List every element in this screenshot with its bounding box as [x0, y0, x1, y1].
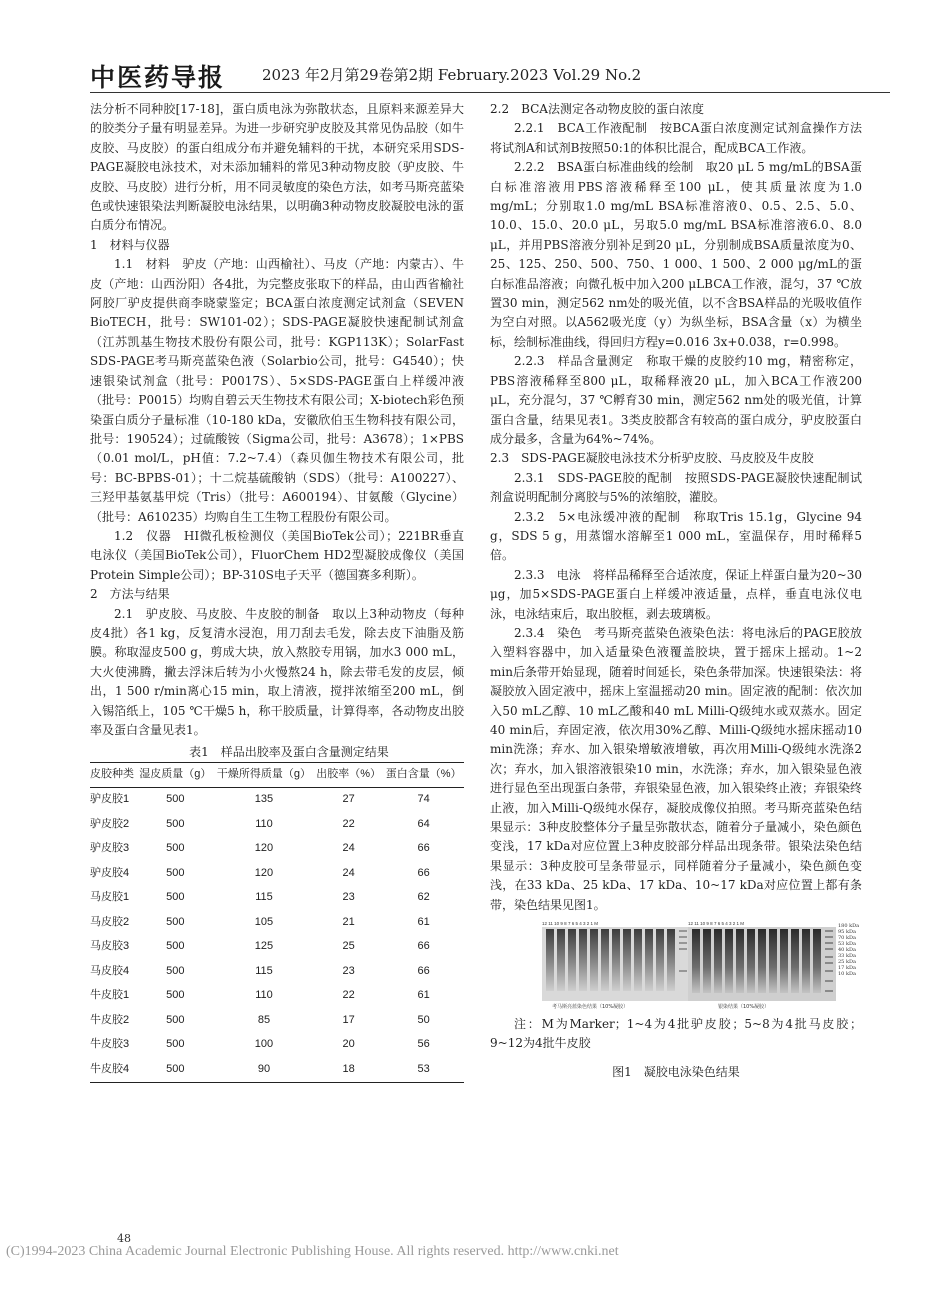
table-cell: 牛皮胶3: [90, 1038, 130, 1051]
intro-paragraph: 法分析不同种胶[17-18]，蛋白质电泳为弥散状态，且原料来源差异大的胶类分子量有明显差异。为进一步研究驴皮胶及其常见伪品胶（如牛皮胶、马皮胶）的蛋白组成分布并避免辅料的干扰，本研究采用SDS-PAGE凝胶电泳技术，对未添加辅料的常见3种动物皮胶（驴皮胶、牛皮胶、马皮胶）进行分析，用不同灵敏度的染色方法，如考马斯亮蓝染色或快速银染法判断凝胶电泳结果，以明确3种动物皮胶凝胶电泳的蛋白质分布情况。: [90, 102, 464, 233]
materials-paragraph: 1.1 材料 驴皮（产地：山西榆社）、马皮（产地：内蒙古）、牛皮（产地：山西汾阳）各4批，为完整皮张取下的样品，由山西省榆社阿胶厂驴皮提供商李晓蒙鉴定；BCA蛋白浓度测定试剂盒（SEVEN BioTECH，批号：SW101-02）；SDS-PAGE凝胶快速配制试剂盒（江苏凯基生物技术股份有限公司，批号：KGP113K）；SolarFast SDS-PAGE考马斯亮蓝染色液（Solarbio公司，批号：G4540）；快速银染试剂盒（批号：P0017S）、5×SDS-PAGE蛋白上样缓冲液（批号：P0015）均购自碧云天生物技术有限公司；X-biotech彩色预染蛋白质分子量标准（10-180 kDa，安徽欣伯玉生物科技有限公司，批号：190524）；过硫酸铵（Sigma公司，批号：A3678）；1×PBS（0.01 mol/L，pH值：7.2~7.4）（森贝伽生物技术有限公司，批号：BC-BPBS-01）；十二烷基硫酸钠（SDS）（批号：A100227）、三羟甲基氨基甲烷（Tris）（批号：A600194）、甘氨酸（Glycine）（批号：A610235）均购自生工生物工程股份有限公司。: [90, 257, 464, 524]
table-cell: 27: [342, 793, 355, 806]
table-cell: 21: [342, 915, 355, 928]
table-cell: 120: [254, 842, 274, 855]
table-cell: 驴皮胶3: [90, 842, 130, 855]
table-header-cell: 干燥所得质量（g）: [216, 768, 312, 781]
instruments-paragraph: 1.2 仪器 HI微孔板检测仪（美国BioTek公司）；221BR垂直电泳仪（美国BioTek公司），FluorChem HD2型凝胶成像仪（美国Protein Simple公司）；BP-310S电子天平（德国赛多利斯）。: [90, 528, 464, 582]
table-cell: 66: [417, 940, 430, 953]
table-cell: 500: [166, 940, 185, 953]
table-1: [90, 742, 464, 1082]
table-header-cell: 湿皮质量（g）: [139, 768, 212, 781]
bca-reagent-paragraph: 2.2.1 BCA工作液配制 按BCA蛋白浓度测定试剂盒操作方法将试剂A和试剂B按照50:1的体积比混合，配成BCA工作液。: [490, 121, 862, 155]
table-cell: 马皮胶2: [90, 915, 130, 928]
table-row: [90, 1008, 464, 1033]
section-2-heading: 2 方法与结果: [90, 587, 170, 602]
page-number: 48: [117, 1232, 131, 1245]
table-header-cell: 蛋白含量（%）: [385, 768, 462, 781]
marker-label: 17 kDa: [838, 965, 856, 972]
table-cell: 500: [166, 793, 185, 806]
gel-a-caption: 考马斯亮蓝染色结果（10%凝胶）: [552, 1004, 629, 1010]
table-cell: 17: [342, 1013, 355, 1026]
table-cell: 20: [342, 1038, 355, 1051]
left-column: [90, 100, 464, 1083]
table-cell: 500: [166, 1062, 185, 1075]
table-cell: 500: [166, 866, 185, 879]
table-cell: 驴皮胶1: [90, 793, 130, 806]
staining-paragraph: 2.3.4 染色 考马斯亮蓝染色液染色法：将电泳后的PAGE胶放入塑料容器中，加入适量染色液覆盖胶块，置于摇床上摇动。1~2 min后条带开始显现，随着时间延长，染色条带加深。快速银染法：将凝胶放入固定液中，摇床上室温摇动20 min。固定液的配制：依次加入50 mL乙醇、10 mL乙酸和40 mL Milli-Q级纯水或双蒸水。固定40 min后，弃固定液，依次用30%乙醇、Milli-Q级纯水摇床摇动10 min洗涤；弃水、加入银染增敏液增敏，再次用Milli-Q级纯水洗涤2次；弃水，加入银溶液银染10 min，水洗涤；弃水，加入银染显色液进行显色至出现蛋白条带，弃银染显色液，加入银染终止液；弃银染终止液，加入Milli-Q级纯水保存，凝胶成像仪拍照。考马斯亮蓝染色结果显示：3种皮胶整体分子量呈弥散状态，随着分子量减小，染色颜色变浅，17 kDa对应位置上3种皮胶部分样品出现条带。银染法染色结果显示：3种皮胶可呈条带显示，同样随着分子量减小，染色颜色变浅，在33 kDa、25 kDa、17 kDa、10~17 kDa对应位置上都有条带，染色结果见图1。: [490, 625, 863, 912]
marker-label: 95 kDa: [838, 929, 856, 936]
table-cell: 64: [417, 817, 430, 830]
table-cell: 牛皮胶4: [90, 1062, 130, 1075]
table-cell: 牛皮胶1: [90, 989, 130, 1002]
table-cell: 74: [417, 793, 430, 806]
marker-label: 33 kDa: [838, 953, 856, 960]
silver-gel-image: [688, 921, 836, 1009]
table-cell: 90: [257, 1062, 271, 1075]
coomassie-gel-image: [542, 921, 690, 1009]
table-cell: 23: [342, 964, 355, 977]
table-row: [90, 910, 464, 935]
table-row: [90, 1033, 464, 1058]
table-cell: 66: [417, 964, 430, 977]
marker-labels: [838, 923, 859, 977]
table-cell: 61: [417, 915, 430, 928]
right-column: [490, 100, 862, 1082]
table-cell: 500: [166, 915, 185, 928]
section-2-3-heading: 2.3 SDS-PAGE凝胶电泳技术分析驴皮胶、马皮胶及牛皮胶: [490, 451, 814, 466]
table-row: [90, 959, 464, 984]
table-cell: 500: [166, 842, 185, 855]
journal-logo: 中医药导报: [90, 63, 226, 92]
table-cell: 22: [342, 817, 355, 830]
table-cell: 115: [255, 964, 273, 977]
table-cell: 24: [342, 842, 355, 855]
table-cell: 53: [417, 1062, 430, 1075]
table-cell: 50: [417, 1013, 430, 1026]
table-cell: 125: [254, 940, 274, 953]
electrophoresis-paragraph: 2.3.3 电泳 将样品稀释至合适浓度，保证上样蛋白量为20~30 μg，加5×SDS-PAGE蛋白上样缓冲液适量，点样，垂直电泳仪电泳，电泳结束后，取出胶框，剥去玻璃板。: [490, 567, 862, 621]
table-cell: 500: [166, 989, 185, 1002]
table-cell: 62: [417, 891, 430, 904]
table-row: [90, 886, 464, 911]
table-cell: 500: [166, 964, 185, 977]
marker-label: 25 kDa: [838, 959, 856, 966]
table-header-cell: 皮胶种类: [90, 768, 134, 781]
preparation-paragraph: 2.1 驴皮胶、马皮胶、牛皮胶的制备 取以上3种动物皮（每种皮4批）各1 kg，反复清水浸泡，用刀刮去毛发，除去皮下油脂及筋膜。称取湿皮500 g，剪成大块，放入熬胶专用锅，加水3 000 mL，大火使沸腾，撇去浮沫后转为小火慢熬24 h，除去带毛发的皮层，倾出，1 500 r/min离心15 min，取上清液，搅拌浓缩至200 mL，倒入锡箔纸上，105 ℃干燥5 h，称干胶质量，计算得率，各动物皮出胶率及蛋白含量见表1。: [90, 606, 464, 737]
table-header-cell: 出胶率（%）: [316, 768, 382, 781]
table-cell: 500: [166, 1013, 185, 1026]
table-cell: 驴皮胶4: [90, 866, 130, 879]
table-cell: 马皮胶1: [90, 891, 130, 904]
marker-label: 10 kDa: [838, 971, 856, 978]
copyright-watermark: (C)1994-2023 China Academic Journal Electronic Publishing House. All rights reserved. http://www.cnki.net: [6, 1244, 619, 1259]
table-cell: 23: [342, 891, 355, 904]
table-cell: 110: [255, 817, 273, 830]
table-cell: 22: [342, 989, 355, 1002]
table-cell: 110: [255, 989, 273, 1002]
table-cell: 25: [342, 940, 355, 953]
table-row: [90, 787, 464, 812]
table-cell: 66: [417, 842, 430, 855]
figure-caption: 图1 凝胶电泳染色结果: [612, 1065, 740, 1080]
table-cell: 500: [166, 817, 185, 830]
table-row: [90, 812, 464, 837]
table-row: [90, 984, 464, 1009]
marker-label: 70 kDa: [838, 935, 856, 942]
figure-1: [490, 921, 862, 1015]
table-caption: 表1 样品出胶率及蛋白含量测定结果: [189, 745, 389, 760]
section-2-2-heading: 2.2 BCA法测定各动物皮胶的蛋白浓度: [490, 102, 704, 116]
table-cell: 85: [257, 1013, 271, 1026]
table-cell: 135: [254, 793, 274, 806]
bsa-curve-paragraph: 2.2.2 BSA蛋白标准曲线的绘制 取20 μL 5 mg/mL的BSA蛋白标准溶液用PBS溶液稀释至100 μL，使其质量浓度为1.0 mg/mL；分别取1.0 mg/mL BSA标准溶液0、0.5、2.5、5.0、10.0、15.0、20.0 μL，另取5.0 mg/mL BSA标准溶液6.0、8.0 μL，并用PBS溶液分别补足到20 μL，分别制成BSA质量浓度为0、25、125、250、500、750、1 000、1 500、2 000 μg/mL的蛋白标准品溶液；向微孔板中加入200 μLBCA工作液，混匀，37 ℃放置30 min，测定562 nm处的吸光值，以不含BSA样品的光吸收值作为空白对照。以A562吸光度（y）为纵坐标，BSA含量（x）为横坐标，绘制标准曲线，得回归方程y=0.016 3x+0.038，r=0.998。: [490, 160, 862, 349]
table-cell: 牛皮胶2: [90, 1013, 130, 1026]
gel-b-caption: 银染结果（10%凝胶）: [718, 1004, 770, 1010]
table-row: [90, 935, 464, 960]
marker-label: 40 kDa: [838, 947, 856, 954]
table-cell: 120: [254, 866, 274, 879]
sample-measure-paragraph: 2.2.3 样品含量测定 称取干燥的皮胶约10 mg，精密称定，PBS溶液稀释至800 μL，取稀释液20 μL，加入BCA工作液200 μL，充分混匀，37 ℃孵育30 min，测定562 nm处的吸光值，计算蛋白含量，结果见表1。3类皮胶都含有较高的蛋白成分，驴皮胶蛋白成分最多，含量为64%~74%。: [490, 354, 862, 446]
svg-text:12 11 10 9 8 7 6 5: 12 11 10 9 8 7 6 5 4 3 2 1 M: [542, 921, 598, 927]
table-cell: 105: [254, 915, 274, 928]
table-cell: 115: [255, 891, 273, 904]
table-cell: 驴皮胶2: [90, 817, 130, 830]
svg-text:12 11 10 9 8 7 6 5: 12 11 10 9 8 7 6 5 4 3 2 1 M: [688, 921, 744, 927]
gel-prep-paragraph: 2.3.1 SDS-PAGE胶的配制 按照SDS-PAGE凝胶快速配制试剂盒说明配制分离胶与5%的浓缩胶，灌胶。: [490, 470, 862, 505]
table-row: [90, 837, 464, 862]
table-row: [90, 1057, 464, 1082]
marker-label: 53 kDa: [838, 941, 856, 948]
issue-info: 2023 年2月第29卷第2期 February.2023 Vol.29 No.2: [262, 66, 642, 84]
table-cell: 66: [417, 866, 430, 879]
table-cell: 500: [166, 891, 185, 904]
table-cell: 马皮胶4: [90, 964, 130, 977]
table-cell: 500: [166, 1038, 185, 1051]
section-1-heading: 1 材料与仪器: [90, 237, 170, 252]
table-cell: 马皮胶3: [90, 940, 130, 953]
header-rule: [90, 92, 890, 93]
table-row: [90, 861, 464, 886]
table-cell: 24: [342, 866, 355, 879]
table-body: [90, 787, 464, 1082]
table-header-row: [90, 763, 464, 787]
figure-note: 注：M为Marker；1~4为4批驴皮胶；5~8为4批马皮胶；9~12为4批牛皮胶: [490, 1017, 862, 1051]
buffer-paragraph: 2.3.2 5×电泳缓冲液的配制 称取Tris 15.1g，Glycine 94 g，SDS 5 g，用蒸馏水溶解至1 000 mL，室温保存，用时稀释5倍。: [490, 509, 862, 563]
table-cell: 100: [254, 1038, 274, 1051]
table-cell: 18: [342, 1062, 355, 1075]
marker-label: 180 kDa: [838, 923, 860, 930]
table-cell: 56: [417, 1038, 430, 1051]
table-cell: 61: [417, 989, 430, 1002]
data-table: [90, 762, 464, 1082]
